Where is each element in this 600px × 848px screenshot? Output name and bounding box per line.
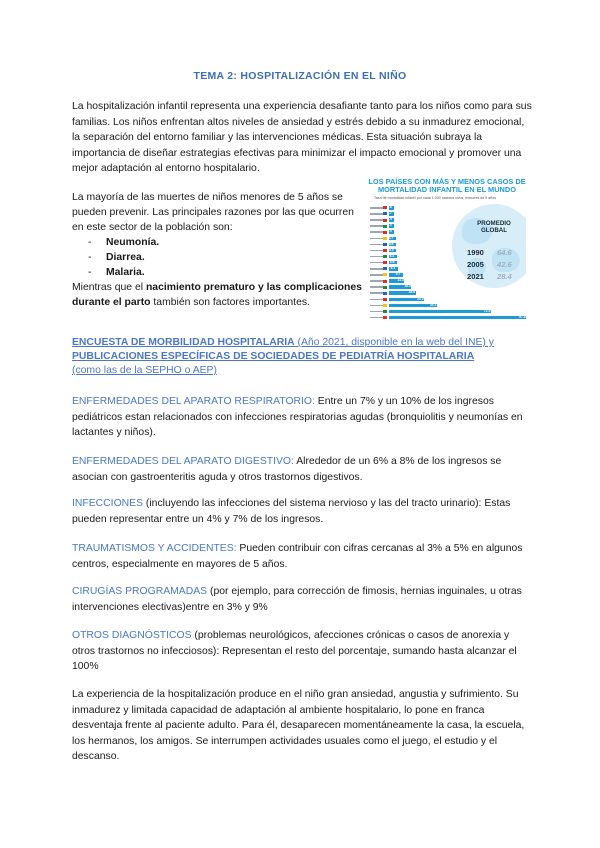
bar-value: 1.7 bbox=[387, 211, 392, 216]
country-label bbox=[370, 250, 383, 252]
intro-paragraph: La hospitalización infantil representa una experiencia desafiante tanto para los niños como para sus familias. Los niños enfrentan altos niveles de ansiedad y estrés debido a su inmadurez emocional, la separación del entorno familiar y las intervenciones médicas. Esta situación subraya la importancia de diseñar estrategias efectivas para minimizar el impacto emocional y promover una mejor adaptación al entorno hospitalario. bbox=[72, 101, 532, 174]
country-label bbox=[370, 207, 383, 209]
country-flag bbox=[383, 280, 387, 283]
cause-item: - Neumonía. bbox=[88, 237, 160, 248]
mortality-bar bbox=[389, 310, 491, 314]
bar-value: 2.0 bbox=[387, 223, 392, 228]
bar-value: 6.1 bbox=[390, 266, 396, 270]
deaths-text: La mayoría de las muertes de niños menores de 5 años se pueden prevenir. Las principales razones por las que ocurren en este sector de la población son: bbox=[72, 192, 354, 233]
country-label bbox=[370, 292, 383, 294]
country-label bbox=[370, 225, 383, 227]
country-label bbox=[370, 286, 383, 288]
year-value: 64.6 bbox=[497, 248, 512, 257]
bar-value: 9.7 bbox=[395, 272, 401, 277]
country-label bbox=[370, 262, 383, 264]
country-flag bbox=[383, 310, 387, 313]
bar-value: 25.0 bbox=[417, 296, 424, 301]
bar-value: 18.9 bbox=[408, 290, 416, 295]
country-flag bbox=[383, 249, 387, 252]
bar-value: 1.6 bbox=[387, 205, 392, 209]
country-flag bbox=[383, 237, 387, 240]
survey-sources bbox=[72, 336, 542, 378]
bar-value: 5.4 bbox=[389, 253, 395, 258]
survey-link[interactable]: ENCUESTA DE MORBILIDAD HOSPITALARIA bbox=[72, 337, 295, 348]
closing-paragraph: La experiencia de la hospitalización produce en el niño gran ansiedad, angustia y sufrimiento. Su inmadurez y limitada capacidad de adaptación al ambiente hospitalario, lo pone en franca desventaja frente al paciente adulto. Para él, desaparecen momentáneamente la casa, la escuela, los hermanos, los amigos. Se interrumpen actividades usuales como el juego, el estudio y el descanso. bbox=[72, 689, 525, 762]
bar-value: 34.1 bbox=[429, 302, 437, 307]
country-label bbox=[370, 299, 383, 301]
survey-link-note[interactable]: (Año 2021, disponible en la web del INE) y bbox=[294, 337, 494, 348]
deaths-section bbox=[72, 190, 362, 310]
country-flag bbox=[383, 304, 387, 307]
bar-value: 5.6 bbox=[389, 259, 395, 264]
page-title: TEMA 2: HOSPITALIZACIÓN EN EL NIÑO bbox=[193, 70, 407, 82]
year-label: 2021 bbox=[467, 272, 484, 281]
category-trauma: TRAUMATISMOS Y ACCIDENTES: Pueden contribuir con cifras cercanas al 3% a 5% en algunos centros, especialmente en mayores de 5 años. bbox=[72, 543, 523, 570]
country-label bbox=[370, 213, 383, 215]
cause-item: - Diarrea. bbox=[88, 252, 145, 263]
year-value: 28.4 bbox=[497, 272, 512, 281]
country-label bbox=[370, 317, 383, 319]
deaths-after: Mientras que el nacimiento prematuro y las complicaciones durante el parto también son factores importantes. bbox=[72, 282, 362, 308]
country-flag bbox=[383, 261, 387, 264]
bar-value: 72.5 bbox=[483, 308, 491, 313]
infographic-subtitle: Tasa de mortalidad infantil por cada 1.000 nacidos vivos, menores de 5 años bbox=[374, 196, 497, 200]
country-label bbox=[370, 268, 383, 270]
country-flag bbox=[383, 255, 387, 258]
country-label bbox=[370, 231, 383, 233]
country-label bbox=[370, 238, 383, 240]
country-flag bbox=[383, 316, 387, 319]
category-digestive: ENFERMEDADES DEL APARATO DIGESTIVO: Alrededor de un 6% a 8% de los ingresos se asocian con gastroenteritis aguda y otros trastornos digestivos. bbox=[72, 456, 502, 483]
mortality-infographic bbox=[368, 176, 526, 328]
country-flag bbox=[383, 286, 387, 289]
country-flag bbox=[383, 292, 387, 295]
bar-value: 11.0 bbox=[397, 278, 404, 283]
year-value: 42.6 bbox=[497, 260, 512, 269]
bar-value: 97.6 bbox=[519, 314, 526, 319]
country-label bbox=[370, 274, 383, 276]
year-label: 2005 bbox=[467, 260, 484, 269]
bar-value: 3.0 bbox=[387, 229, 392, 234]
country-label bbox=[370, 219, 383, 221]
publications-link-note[interactable]: (como las de la SEPHO o AEP) bbox=[72, 365, 217, 376]
country-flag bbox=[383, 298, 387, 301]
infographic-title: LOS PAÍSES CON MÁS Y MENOS CASOS DE MORTALIDAD INFANTIL EN EL MUNDO bbox=[368, 177, 526, 194]
category-respiratory: ENFERMEDADES DEL APARATO RESPIRATORIO: Entre un 7% y un 10% de los ingresos pediátricos estan relacionados con infecciones respiratorias agudas (bronquiolitis y neumonías en lactantes y niños). bbox=[72, 396, 523, 438]
bar-value: 4.8 bbox=[388, 241, 394, 246]
category-other: OTROS DIAGNÓSTICOS (problemas neurológicos, afecciones crónicas o casos de anorexia y otros trastornos no infecciosos): Representan el resto del porcentaje, sumando hasta alcanzar el 100% bbox=[72, 630, 517, 672]
mortality-bar bbox=[389, 316, 526, 320]
bar-value: 16.0 bbox=[404, 284, 412, 289]
globe-image bbox=[452, 204, 526, 288]
bar-value: 5.0 bbox=[389, 247, 394, 252]
bar-value: 4.7 bbox=[388, 235, 394, 240]
country-label bbox=[370, 244, 383, 246]
category-surgery: CIRUGÍAS PROGRAMADAS (por ejemplo, para corrección de fimosis, hernias inguinales, u otras intervenciones electivas)entre en 3% y 9% bbox=[72, 586, 522, 613]
global-average-label: PROMEDIO GLOBAL bbox=[477, 220, 511, 234]
cause-item: - Malaria. bbox=[88, 267, 145, 278]
country-label bbox=[370, 311, 383, 313]
country-label bbox=[370, 256, 383, 258]
country-label bbox=[370, 305, 383, 307]
country-flag bbox=[383, 243, 387, 246]
country-flag bbox=[383, 273, 387, 276]
bar-value: 1.8 bbox=[387, 217, 392, 222]
causes-list bbox=[88, 235, 362, 280]
year-label: 1990 bbox=[467, 248, 484, 257]
country-flag bbox=[383, 267, 387, 270]
category-infections: INFECCIONES (incluyendo las infecciones del sistema nervioso y las del tracto urinario): Estas pueden representar entre un 4% y 7% de los ingresos. bbox=[72, 498, 511, 525]
publications-link[interactable]: PUBLICACIONES ESPECÍFICAS DE SOCIEDADES DE PEDIATRÍA HOSPITALARIA bbox=[72, 351, 475, 362]
country-label bbox=[370, 280, 383, 282]
